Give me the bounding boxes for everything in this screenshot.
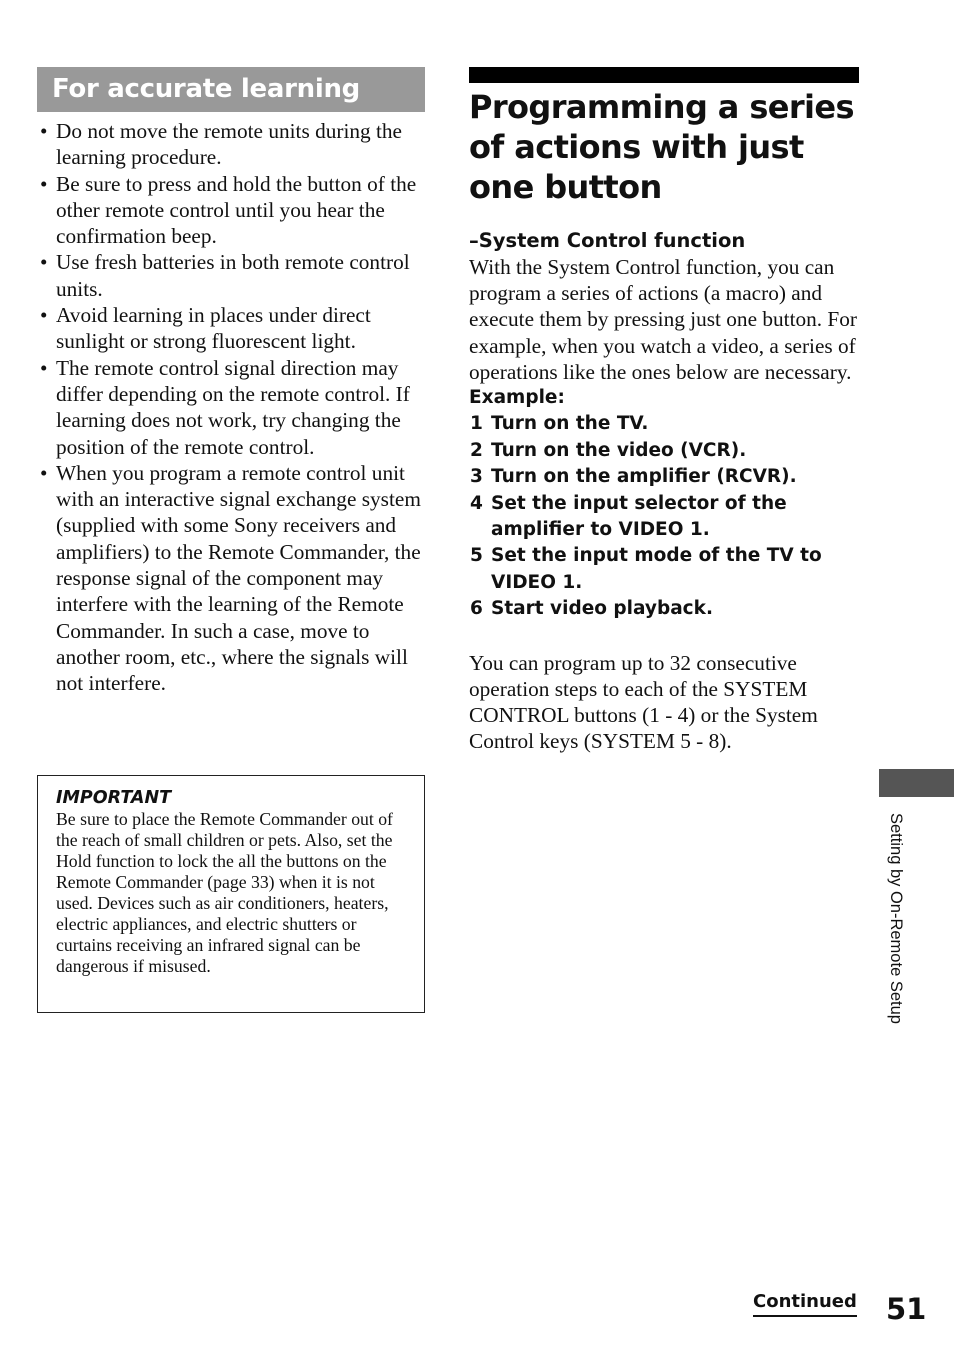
page-title: Programming a series of actions with just one button (469, 88, 854, 206)
bullet-icon: • (40, 119, 48, 143)
step-item (469, 464, 831, 490)
example-steps-list (469, 411, 859, 622)
list-item (37, 118, 422, 171)
list-item (37, 460, 422, 697)
title-rule (469, 67, 859, 83)
closing-paragraph: You can program up to 32 consecutive operation steps to each of the SYSTEM CONTROL buttons (1 - 4) or the System Control keys (SYSTEM 5 - 8). (469, 650, 818, 754)
bullet-icon: • (40, 303, 48, 328)
step-text: Turn on the TV. (491, 413, 649, 435)
important-title: IMPORTANT (56, 788, 172, 808)
list-item-text: Be sure to press and hold the button of the other remote control until you hear the confirmation beep. (56, 171, 417, 249)
step-number: 5 (470, 545, 483, 567)
bullet-icon: • (40, 355, 48, 380)
step-number: 4 (470, 492, 483, 514)
list-item-text: Do not move the remote units during the learning procedure. (56, 119, 403, 170)
step-number: 3 (470, 466, 483, 488)
list-item (37, 171, 422, 250)
important-notice-box (37, 775, 425, 1013)
step-item (469, 491, 831, 544)
list-item-text: Use fresh batteries in both remote control units. (56, 250, 410, 301)
bullet-icon: • (40, 171, 48, 196)
example-label: Example: (469, 387, 565, 409)
chapter-side-label: Setting by On-Remote Setup (887, 813, 905, 1024)
list-item-text: When you program a remote control unit with an interactive signal exchange system (supplied with some Sony receivers and amplifiers) to the Remote Commander, the response signal of the component may interfere with the learning of the Remote Commander. In such a case, move to another room, etc., where the signals will not interfere. (56, 460, 421, 696)
page-number: 51 (886, 1292, 927, 1326)
intro-paragraph: With the System Control function, you can program a series of actions (a macro) and execute them by pressing just one button. For example, when you watch a video, a series of operations like the ones below are necessary. (469, 255, 858, 384)
chapter-tab-marker (879, 769, 954, 797)
list-item (37, 249, 422, 302)
section-heading-accurate-learning: For accurate learning (37, 67, 425, 112)
bullet-icon: • (40, 460, 48, 485)
step-text: Start video playback. (491, 598, 713, 620)
section-subtitle: –System Control function (469, 229, 746, 252)
step-text: Turn on the video (VCR). (491, 439, 747, 461)
list-item-text: The remote control signal direction may differ depending on the remote control. If learning does not work, try changing the position of the remote control. (56, 355, 410, 459)
step-text: Turn on the amplifier (RCVR). (491, 466, 797, 488)
right-column (469, 67, 859, 754)
step-text: Set the input selector of the amplifier to VIDEO 1. (491, 492, 787, 541)
step-item (469, 543, 831, 596)
step-item (469, 438, 831, 464)
list-item-text: Avoid learning in places under direct sunlight or strong fluorescent light. (56, 303, 371, 354)
learning-tips-list (37, 118, 425, 697)
step-number: 6 (470, 598, 483, 620)
step-item (469, 596, 831, 622)
step-text: Set the input mode of the TV to VIDEO 1. (491, 545, 822, 593)
step-number: 2 (470, 439, 483, 461)
list-item (37, 355, 422, 460)
step-item (469, 411, 831, 437)
important-body: Be sure to place the Remote Commander out of the reach of small children or pets. Also, set the Hold function to lock the all the buttons on the Remote Commander (page 33) when it is not used. Devices such as air conditioners, heaters, electric appliances, and electric shutters or curtains receiving an infrared signal can be dangerous if misused. (56, 809, 393, 976)
left-column (37, 67, 425, 697)
bullet-icon: • (40, 250, 48, 275)
step-number: 1 (470, 413, 483, 435)
list-item (37, 302, 422, 355)
continued-label: Continued (753, 1290, 857, 1317)
